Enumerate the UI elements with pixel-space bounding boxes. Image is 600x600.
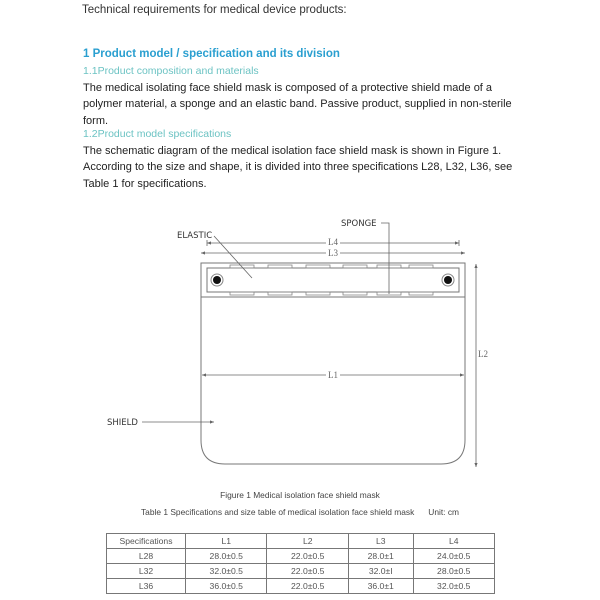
table-row	[107, 549, 495, 564]
subsection-heading-composition: 1.1Product composition and materials	[83, 65, 259, 77]
cell-l3: 36.0±1	[348, 579, 413, 594]
dimension-l3-label: L3	[328, 248, 338, 258]
subsection-heading-specifications: 1.2Product model specifications	[83, 128, 232, 140]
shield-outline	[201, 263, 465, 464]
cell-l2: 22.0±0.5	[267, 579, 348, 594]
table-caption	[0, 507, 600, 517]
cell-l4: 28.0±0.5	[413, 564, 495, 579]
shield-label: SHIELD	[107, 418, 138, 428]
cell-l4: 24.0±0.5	[413, 549, 495, 564]
cell-l3: 28.0±1	[348, 549, 413, 564]
header-l1: L1	[186, 534, 267, 549]
rivet-left-icon	[211, 274, 223, 286]
paragraph-composition: The medical isolating face shield mask is composed of a protective shield made of a polymer material, a sponge and an elastic band. Passive product, supplied in non-sterile form.	[83, 82, 512, 127]
cell-l4: 32.0±0.5	[413, 579, 495, 594]
cell-l3: 32.0±I	[348, 564, 413, 579]
sponge-pads	[230, 265, 433, 295]
cell-l2: 22.0±0.5	[267, 549, 348, 564]
cell-l2: 22.0±0.5	[267, 564, 348, 579]
figure-caption: Figure 1 Medical isolation face shield mask	[220, 490, 380, 500]
header-specifications: Specifications	[107, 534, 186, 549]
cell-l1: 28.0±0.5	[186, 549, 267, 564]
elastic-band	[207, 268, 459, 292]
table-unit: Unit: cm	[428, 507, 459, 517]
dimension-l2-label: L2	[478, 349, 488, 359]
rivet-right-icon	[442, 274, 454, 286]
elastic-label: ELASTIC	[177, 231, 213, 241]
header-l3: L3	[348, 534, 413, 549]
section-heading-product-model: 1 Product model / specification and its division	[83, 48, 340, 60]
paragraph-specifications: The schematic diagram of the medical isolation face shield mask is shown in Figure 1. According to the size and shape, it is divided into three specifications L28, L32, L36, see Table 1 for specifications.	[83, 145, 513, 190]
header-l2: L2	[267, 534, 348, 549]
table-caption-text: Table 1 Specifications and size table of medical isolation face shield mask	[141, 507, 415, 517]
sponge-label: SPONGE	[341, 219, 377, 229]
cell-spec: L28	[107, 549, 186, 564]
document-title: Technical requirements for medical device products:	[82, 4, 347, 16]
dimension-l1-label: L1	[328, 370, 338, 380]
table-header-row	[107, 534, 495, 549]
cell-spec: L36	[107, 579, 186, 594]
header-l4: L4	[413, 534, 495, 549]
cell-l1: 32.0±0.5	[186, 564, 267, 579]
cell-l1: 36.0±0.5	[186, 579, 267, 594]
table-row	[107, 564, 495, 579]
table-row	[107, 579, 495, 594]
dimension-l4-label: L4	[328, 237, 338, 247]
specifications-table	[106, 533, 495, 594]
cell-spec: L32	[107, 564, 186, 579]
